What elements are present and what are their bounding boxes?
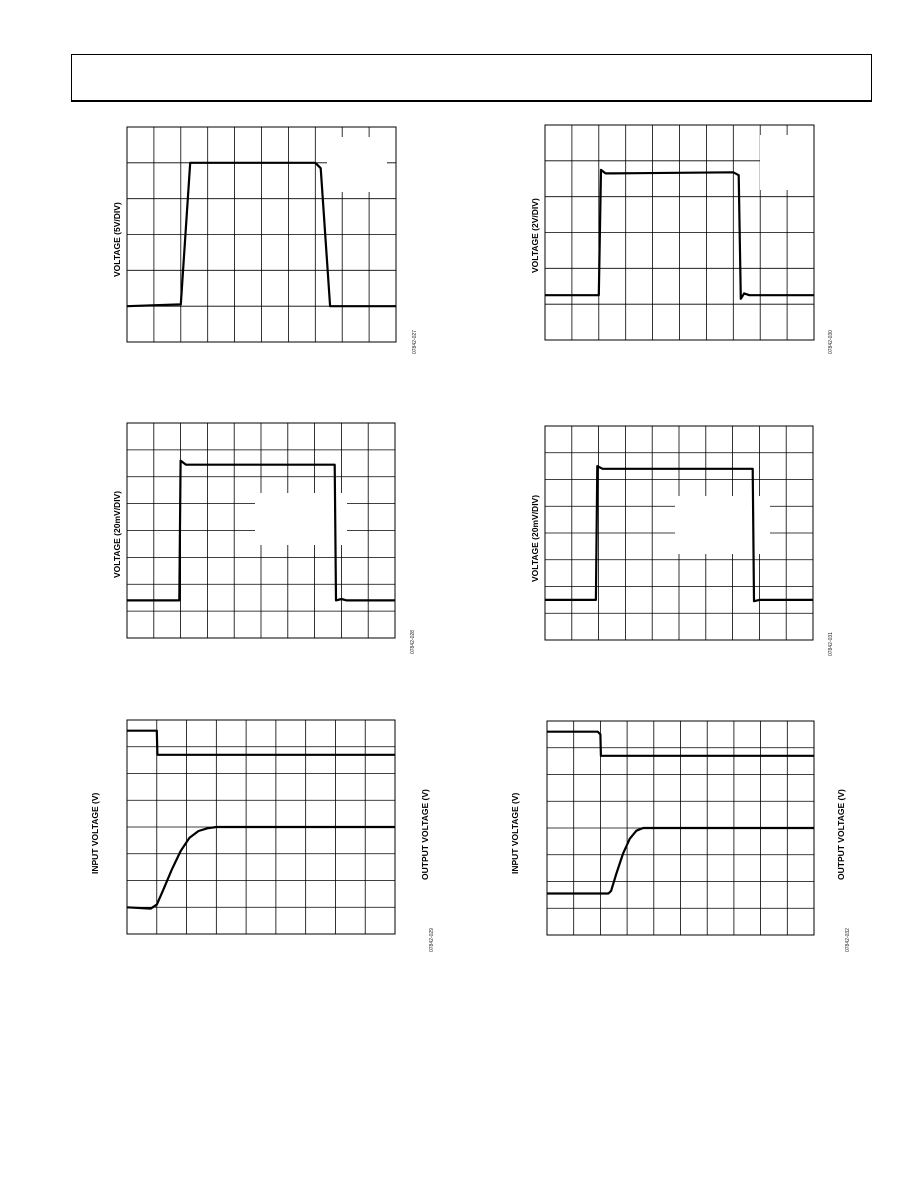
series-line-2 <box>127 827 395 909</box>
chart-svg-5 <box>80 712 500 1002</box>
series-line-1 <box>127 731 395 755</box>
annotation-area <box>675 496 770 554</box>
chart-panel-4 <box>498 420 918 710</box>
chart-svg-6 <box>498 712 918 1002</box>
annotation-area <box>327 137 387 192</box>
figure-id: 07842-028 <box>410 630 416 654</box>
chart-panel-1 <box>80 120 500 410</box>
chart-svg-3 <box>80 418 500 708</box>
chart-svg-1 <box>80 120 500 410</box>
figure-id: 07842-032 <box>845 928 851 952</box>
figure-id: 07842-029 <box>429 928 435 952</box>
annotation-area <box>760 135 815 190</box>
chart-svg-4 <box>498 420 918 710</box>
figure-id: 07842-030 <box>828 330 834 354</box>
figure-id: 07842-027 <box>412 330 418 354</box>
chart-panel-6 <box>498 712 918 1002</box>
chart-panel-5 <box>80 712 500 1002</box>
y-axis-label: VOLTAGE (20mV/DIV) <box>530 494 540 582</box>
y-axis-label-left: INPUT VOLTAGE (V) <box>510 792 520 874</box>
chart-panel-3 <box>80 418 500 708</box>
annotation-area <box>255 493 347 545</box>
y-axis-label-right: OUTPUT VOLTAGE (V) <box>836 789 846 880</box>
figure-id: 07842-031 <box>828 632 834 656</box>
page-header <box>71 54 872 102</box>
y-axis-label: VOLTAGE (2V/DIV) <box>530 198 540 273</box>
chart-svg-2 <box>498 118 918 408</box>
y-axis-label: VOLTAGE (20mV/DIV) <box>112 490 122 578</box>
y-axis-label-right: OUTPUT VOLTAGE (V) <box>420 789 430 880</box>
chart-panel-2 <box>498 118 918 408</box>
y-axis-label-left: INPUT VOLTAGE (V) <box>90 792 100 874</box>
y-axis-label: VOLTAGE (5V/DIV) <box>112 202 122 277</box>
